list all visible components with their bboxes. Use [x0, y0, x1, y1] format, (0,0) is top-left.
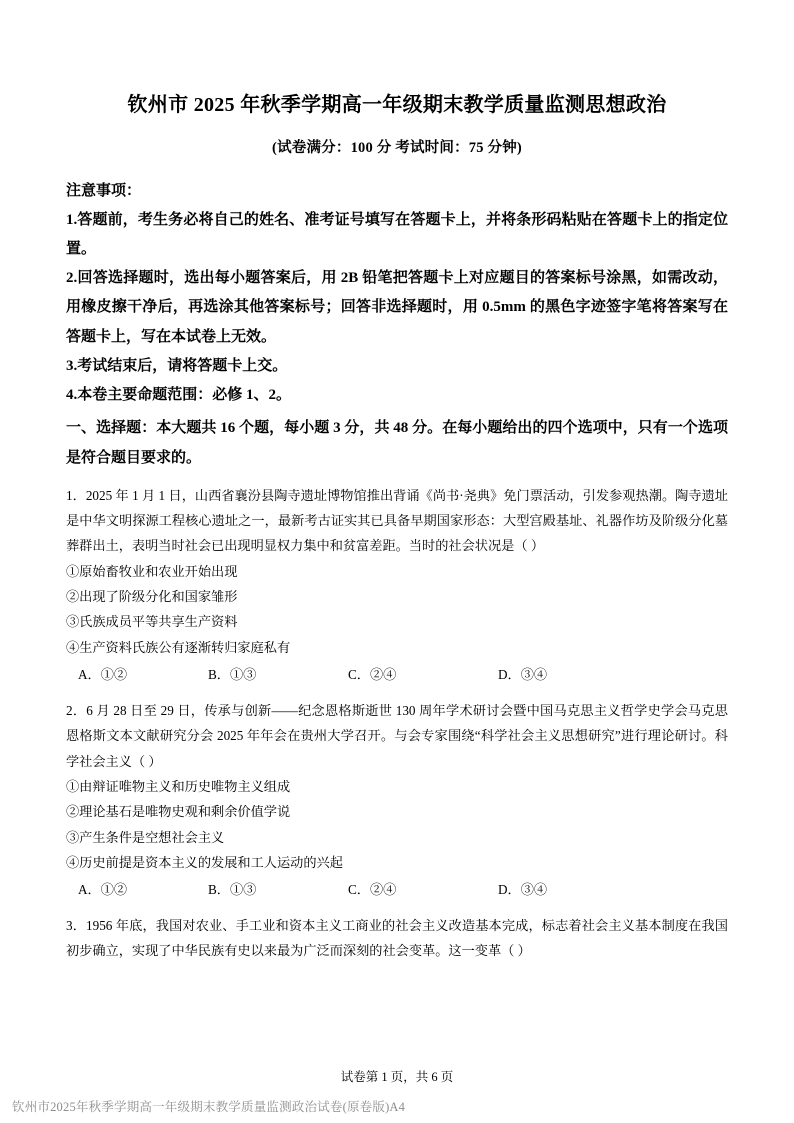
question-option: ④生产资料氏族公有逐渐转归家庭私有: [66, 639, 291, 655]
question-option: ④历史前提是资本主义的发展和工人运动的兴起: [66, 854, 343, 870]
question-choices: [66, 877, 728, 903]
page-title: 钦州市 2025 年秋季学期高一年级期末教学质量监测思想政治: [127, 94, 667, 116]
question-option: ①原始畜牧业和农业开始出现: [66, 563, 238, 579]
choice-d: D．③④: [498, 882, 548, 898]
choice-c: C．②④: [348, 667, 397, 683]
question-choices: [66, 662, 728, 688]
question-stem: 2．6 月 28 日至 29 日，传承与创新——纪念恩格斯逝世 130 周年学术研讨会暨中国马克思主义哲学史学会马克思恩格斯文本文献研究分会 2025 年年会在贵州大学召开。与会专家围绕“科学社会主义思想研究”进行理论研讨。科学社会主义（ ）: [66, 702, 728, 769]
question-option: ②出现了阶级分化和国家雏形: [66, 589, 238, 605]
notice-item-3: 3.考试结束后，请将答题卡上交。: [66, 357, 288, 374]
notice-heading: 注意事项：: [66, 183, 142, 199]
page-number-footer: 试卷第 1 页，共 6 页: [340, 1070, 454, 1084]
choice-a: A．①②: [78, 667, 128, 683]
choice-c: C．②④: [348, 882, 397, 898]
question-3: [66, 913, 728, 964]
question-option: ③产生条件是空想社会主义: [66, 829, 225, 845]
question-option: ①由辩证唯物主义和历史唯物主义组成: [66, 778, 291, 794]
question-stem: 3．1956 年底，我国对农业、手工业和资本主义工商业的社会主义改造基本完成，标志着社会主义基本制度在我国初步确立，实现了中华民族有史以来最为广泛而深刻的社会变革。这一变革（ ）: [66, 918, 728, 959]
question-option: ③氏族成员平等共享生产资料: [66, 614, 238, 630]
choice-a: A．①②: [78, 882, 128, 898]
choice-b: B．①③: [208, 882, 257, 898]
notice-item-1: 1.答题前，考生务必将自己的姓名、准考证号填写在答题卡上，并将条形码粘贴在答题卡上的指定位置。: [66, 211, 728, 257]
question-stem: 1．2025 年 1 月 1 日，山西省襄汾县陶寺遗址博物馆推出背诵《尚书·尧典》免门票活动，引发参观热潮。陶寺遗址是中华文明探源工程核心遗址之一，最新考古证实其已具备早期国家形态：大型宫殿基址、礼器作坊及阶级分化墓葬群出土，表明当时社会已出现明显权力集中和贫富差距。当时的社会状况是（ ）: [66, 487, 728, 554]
choice-b: B．①③: [208, 667, 257, 683]
question-option: ②理论基石是唯物史观和剩余价值学说: [66, 804, 291, 820]
section-heading-multiple-choice: 一、选择题：本大题共 16 个题，每小题 3 分，共 48 分。在每小题给出的四个选项中，只有一个选项是符合题目要求的。: [66, 420, 728, 466]
notice-item-4: 4.本卷主要命题范围：必修 1、2。: [66, 387, 292, 403]
choice-d: D．③④: [498, 667, 548, 683]
question-1: [66, 483, 728, 688]
watermark-footer: 钦州市2025年秋季学期高一年级期末教学质量监测政治试卷(原卷版)A4: [12, 1100, 406, 1114]
notice-item-2: 2.回答选择题时，选出每小题答案后，用 2B 铅笔把答题卡上对应题目的答案标号涂黑，如需改动，用橡皮擦干净后，再选涂其他答案标号；回答非选择题时，用 0.5mm 的黑色字迹签字笔将答案写在答题卡上，写在本试卷上无效。: [66, 270, 728, 345]
exam-score-time-subtitle: (试卷满分：100 分 考试时间：75 分钟): [272, 140, 522, 156]
question-2: [66, 698, 728, 903]
